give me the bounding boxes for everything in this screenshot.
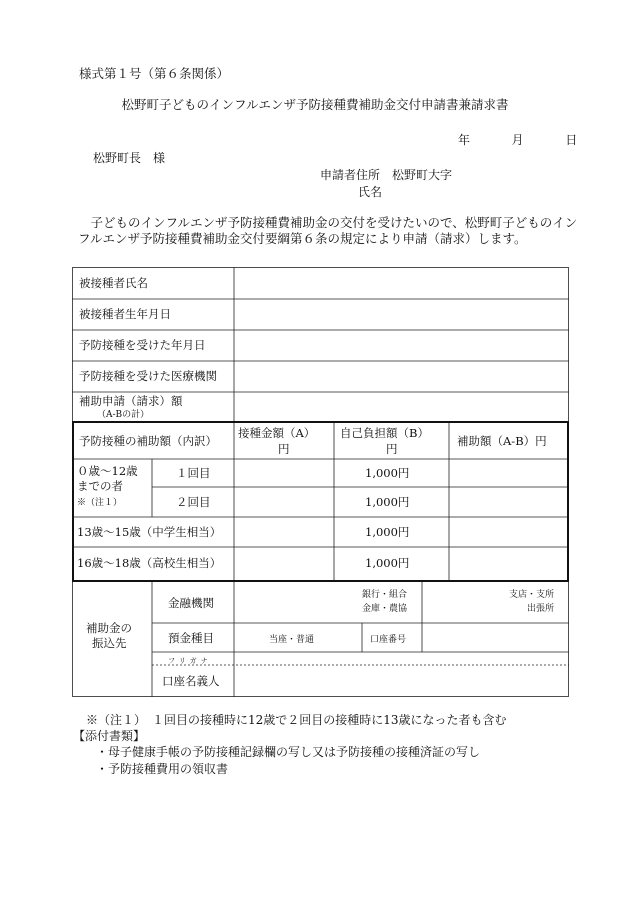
label-age-13-15: 13歳～15歳（中学生相当） — [77, 525, 222, 539]
applicant-address-label: 申請者住所 松野町大字 — [320, 168, 453, 182]
label-age-under12-note: ※（注１） — [77, 498, 123, 508]
application-table — [72, 267, 569, 697]
branch-types-line2: 出張所 — [527, 604, 555, 614]
intro-paragraph: 子どものインフルエンザ予防接種費補助金の交付を受けたいので、松野町子どものインフルエンザ予防接種費補助金交付要綱第６条の規定により申請（請求）します。 — [78, 215, 578, 246]
header-subsidy-ab: 補助額（A-B）円 — [457, 434, 547, 448]
copay-dose2: 1,000円 — [365, 495, 410, 509]
header-copay-b-unit: 円 — [386, 442, 398, 456]
label-patient-name: 被接種者氏名 — [79, 276, 148, 290]
table-grid-lines — [72, 267, 569, 697]
header-amount-a-unit: 円 — [278, 442, 290, 456]
label-bank-section-line2: 振込先 — [92, 636, 127, 650]
date-line — [458, 131, 577, 148]
deposit-types: 当座・普通 — [269, 635, 315, 645]
note-1: ※（注１） １回目の接種時に12歳で２回目の接種時に13歳になった者も含む — [86, 713, 507, 727]
label-account-number: 口座番号 — [370, 635, 407, 645]
document-title: 松野町子どものインフルエンザ予防接種費補助金交付申請書兼請求書 — [121, 97, 509, 112]
form-number: 様式第１号（第６条関係） — [79, 66, 230, 81]
header-copay-b: 自己負担額（B） — [340, 426, 429, 440]
date-year: 年 — [458, 133, 471, 147]
attachment-item: ・母子健康手帳の予防接種記録欄の写し又は予防接種の接種済証の写し — [96, 745, 481, 759]
date-day: 日 — [565, 133, 578, 147]
label-age-16-18: 16歳～18歳（高校生相当） — [77, 556, 222, 570]
label-dose1: １回目 — [176, 466, 211, 480]
attachment-item: ・予防接種費用の領収書 — [96, 762, 229, 776]
header-amount-a: 接種金額（A） — [238, 426, 316, 440]
label-bank-section-line1: 補助金の — [86, 621, 132, 635]
copay-16-18: 1,000円 — [365, 556, 410, 570]
label-dose2: ２回目 — [176, 495, 211, 509]
label-financial-institution: 金融機関 — [168, 596, 214, 610]
attachments-heading: 【添付書類】 — [73, 729, 146, 743]
label-furigana: フリガナ — [168, 657, 212, 665]
addressee: 松野町長 様 — [93, 151, 166, 165]
applicant-name-label: 氏名 — [358, 185, 383, 199]
label-deposit-type: 預金種目 — [168, 631, 214, 645]
label-age-under12-line1: ０歳～12歳 — [77, 464, 138, 478]
date-month: 月 — [511, 133, 524, 147]
bank-types-line2: 金庫・農協 — [362, 604, 408, 614]
copay-13-15: 1,000円 — [365, 525, 410, 539]
label-vaccination-date: 予防接種を受けた年月日 — [79, 338, 206, 352]
label-account-holder: 口座名義人 — [162, 674, 220, 688]
label-subsidy-request: 補助申請（請求）額 — [79, 394, 183, 408]
label-age-under12-line2: までの者 — [77, 479, 123, 493]
label-breakdown: 予防接種の補助額（内訳） — [79, 434, 217, 448]
label-subsidy-request-sub: （A-Bの計） — [97, 410, 150, 420]
branch-types-line1: 支店・支所 — [509, 590, 555, 600]
label-medical-institution: 予防接種を受けた医療機関 — [79, 369, 217, 383]
bank-types-line1: 銀行・組合 — [362, 590, 408, 600]
label-patient-dob: 被接種者生年月日 — [79, 307, 171, 321]
copay-dose1: 1,000円 — [365, 466, 410, 480]
